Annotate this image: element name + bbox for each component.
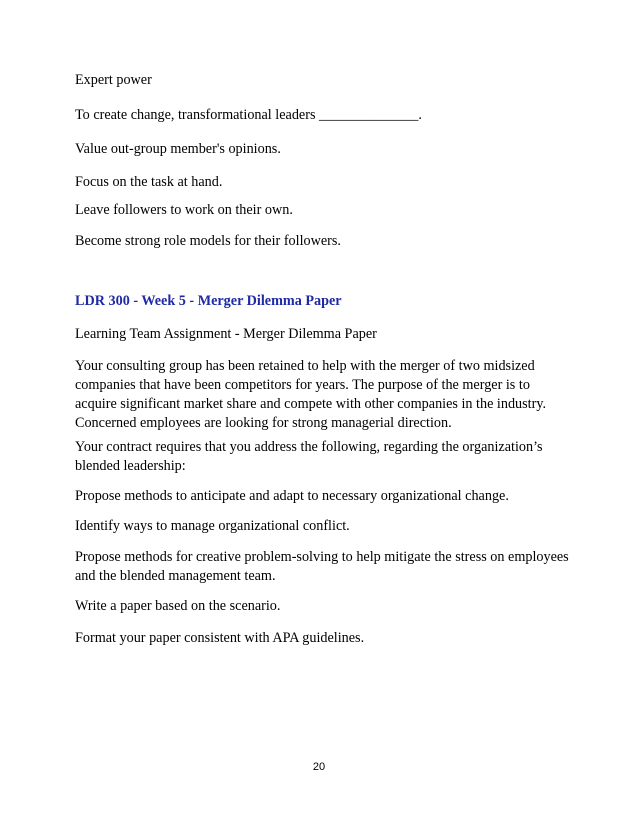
quiz-option: Leave followers to work on their own. xyxy=(75,202,293,218)
contract-paragraph: Your contract requires that you address the following, regarding the organization’s blended leadership: xyxy=(75,439,543,474)
task-item: Propose methods to anticipate and adapt to necessary organizational change. xyxy=(75,488,509,504)
task-item: Format your paper consistent with APA guidelines. xyxy=(75,630,365,646)
assignment-title: Learning Team Assignment - Merger Dilemma Paper xyxy=(75,326,377,342)
task-item: Write a paper based on the scenario. xyxy=(75,598,281,614)
task-item: Identify ways to manage organizational conflict. xyxy=(75,518,350,534)
quiz-option: Focus on the task at hand. xyxy=(75,174,223,190)
page-number: 20 xyxy=(312,761,326,773)
quiz-option: Become strong role models for their followers. xyxy=(75,233,341,249)
quiz-option: Value out-group member's opinions. xyxy=(75,141,281,157)
scenario-paragraph: Your consulting group has been retained to help with the merger of two midsized companies that have been competitors for years. The purpose of the merger is to acquire significant market share and compete with other companies in the industry. Concerned employees are looking for strong managerial direction. xyxy=(75,358,547,431)
task-item: Propose methods for creative problem-solving to help mitigate the stress on employees and the blended management team. xyxy=(75,549,569,584)
section-heading: LDR 300 - Week 5 - Merger Dilemma Paper xyxy=(75,293,342,309)
answer-line: Expert power xyxy=(75,72,152,88)
quiz-question: To create change, transformational leaders ______________. xyxy=(75,107,422,123)
